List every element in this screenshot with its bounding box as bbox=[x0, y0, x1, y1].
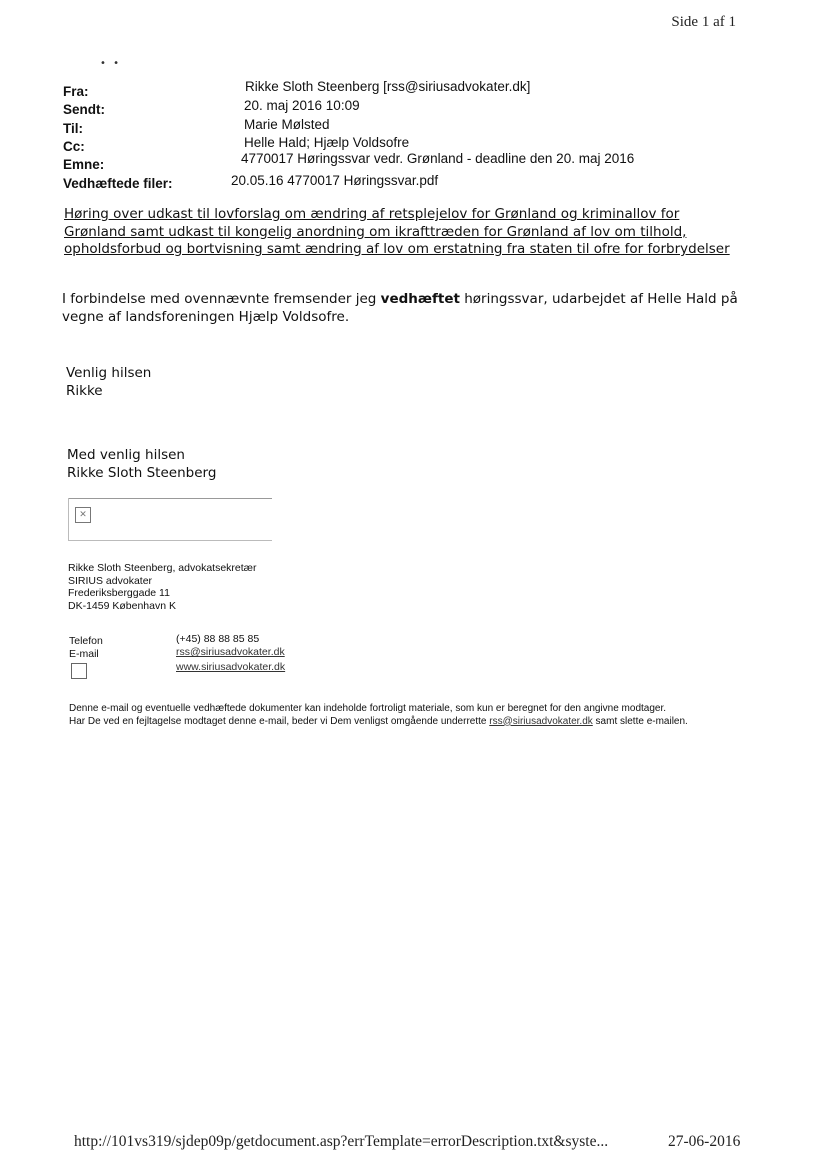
to-label: Til: bbox=[63, 121, 83, 136]
signature-rule-bottom bbox=[68, 540, 272, 541]
footer-date: 27-06-2016 bbox=[668, 1133, 741, 1150]
greeting-signature-line1: Med venlig hilsen bbox=[67, 447, 185, 463]
signature-city: DK-1459 København K bbox=[68, 599, 176, 612]
disclaimer-line2 bbox=[69, 716, 739, 729]
email-label: E-mail bbox=[69, 648, 99, 660]
greeting-short-line2: Rikke bbox=[66, 383, 103, 399]
to-value: Marie Mølsted bbox=[244, 117, 330, 132]
signature-rule-top bbox=[68, 498, 272, 499]
body-text-start: I forbindelse med ovennævnte fremsender jeg bbox=[62, 291, 381, 307]
broken-image-box bbox=[71, 663, 87, 679]
phone-label: Telefon bbox=[69, 635, 103, 647]
website-link[interactable]: www.siriusadvokater.dk bbox=[176, 661, 286, 673]
subject-label: Emne: bbox=[63, 157, 105, 172]
signature-company: SIRIUS advokater bbox=[68, 574, 153, 587]
signature-rule-side bbox=[68, 498, 69, 540]
from-value: Rikke Sloth Steenberg [rss@siriusadvokater.dk] bbox=[245, 79, 531, 94]
attachment-file[interactable]: 20.05.16 4770017 Høringssvar.pdf bbox=[231, 173, 439, 188]
body-paragraph bbox=[62, 290, 762, 326]
footer-url: http://101vs319/sjdep09p/getdocument.asp?errTemplate=errorDescription.txt&syste... bbox=[74, 1133, 609, 1150]
disclaimer-line1: Denne e-mail og eventuelle vedhæftede dokumenter kan indeholde fortroligt materiale, som kun er beregnet for den angivne modtager. bbox=[69, 703, 667, 714]
broken-image-icon: ✕ bbox=[75, 507, 91, 523]
disclaimer-text-end: samt slette e-mailen. bbox=[592, 715, 688, 727]
sent-value: 20. maj 2016 10:09 bbox=[244, 98, 360, 113]
greeting-signature-line2: Rikke Sloth Steenberg bbox=[67, 465, 217, 481]
disclaimer-email-link[interactable]: rss@siriusadvokater.dk bbox=[489, 715, 593, 727]
email-link[interactable]: rss@siriusadvokater.dk bbox=[176, 646, 285, 658]
scan-specks: • • bbox=[100, 58, 121, 69]
attachments-label: Vedhæftede filer: bbox=[63, 176, 173, 191]
cc-value: Helle Hald; Hjælp Voldsofre bbox=[244, 135, 410, 150]
subject-value: 4770017 Høringssvar vedr. Grønland - deadline den 20. maj 2016 bbox=[241, 151, 635, 166]
page-number: Side 1 af 1 bbox=[671, 14, 736, 30]
greeting-short-line1: Venlig hilsen bbox=[66, 365, 152, 381]
sent-label: Sendt: bbox=[63, 102, 105, 117]
from-label: Fra: bbox=[63, 84, 89, 99]
signature-name-title: Rikke Sloth Steenberg, advokatsekretær bbox=[68, 562, 257, 574]
phone-value: (+45) 88 88 85 85 bbox=[176, 633, 260, 645]
greeting-short bbox=[66, 364, 151, 400]
disclaimer bbox=[69, 703, 739, 728]
signature-block bbox=[68, 562, 257, 612]
body-text-bold: vedhæftet bbox=[380, 291, 460, 307]
greeting-signature bbox=[67, 446, 216, 482]
subject-heading: Høring over udkast til lovforslag om ændring af retsplejelov for Grønland og kriminallov for Grønland samt udkast til kongelig anordning om ikrafttræden for Grønland af lov om tilhold, opholdsforbud og bortvisning samt ændring af lov om erstatning fra staten til ofre for forbrydelser bbox=[64, 206, 730, 257]
cc-label: Cc: bbox=[63, 139, 85, 154]
signature-street: Frederiksberggade 11 bbox=[68, 587, 170, 599]
disclaimer-text-start: Har De ved en fejltagelse modtaget denne e-mail, beder vi Dem venligst omgående underrette bbox=[69, 715, 490, 727]
body-text-end: høringssvar, udarbejdet af Helle Hald på vegne af landsforeningen Hjælp Voldsofre. bbox=[62, 291, 738, 325]
